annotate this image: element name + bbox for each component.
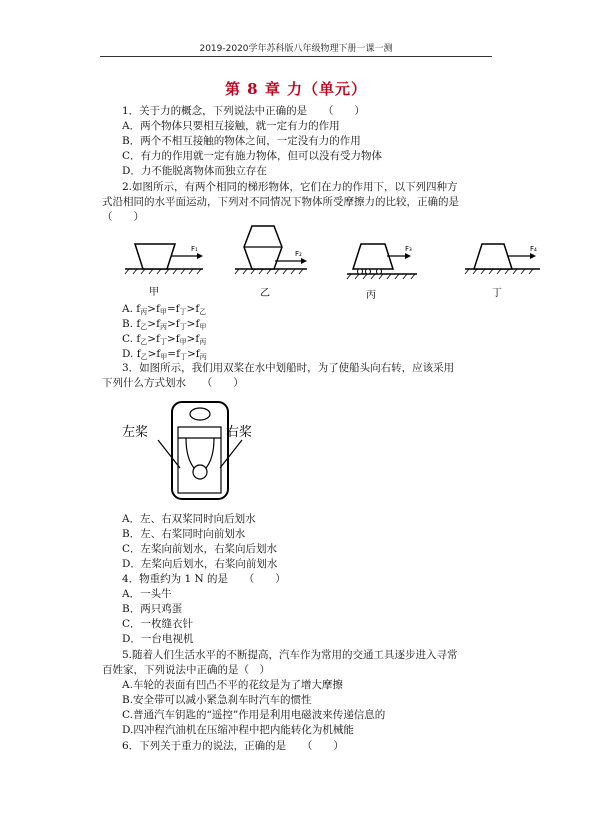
relation: >f xyxy=(147,303,160,315)
q1-option-a: A．两个物体只要相互接触，就一定有力的作用 xyxy=(122,120,340,132)
subscript: 丙 xyxy=(199,338,207,346)
figure-jia xyxy=(125,244,203,298)
figure-ding xyxy=(465,244,540,299)
subscript: 丙 xyxy=(159,323,167,331)
q3-stem-line2: 下列什么方式划水 （ ） xyxy=(102,377,244,389)
label-ding: 丁 xyxy=(492,288,502,299)
subscript: 乙 xyxy=(140,353,148,361)
q1-option-c: C．有力的作用就一定有施力物体，但可以没有受力物体 xyxy=(122,150,383,162)
figure-yi xyxy=(235,226,307,299)
subscript: 甲 xyxy=(179,338,187,346)
relation: >f xyxy=(147,348,161,360)
left-paddle-label: 左桨 xyxy=(122,425,149,440)
q3-option-d: D．左桨向后划水，右桨向前划水 xyxy=(122,558,278,570)
subscript: 乙 xyxy=(199,308,207,316)
q1-stem: 1．关于力的概念，下列说法中正确的是 （ ） xyxy=(122,105,365,117)
subscript: 丙 xyxy=(199,353,207,361)
q1-option-b: B．两个不相互接触的物体之间，一定没有力的作用 xyxy=(122,135,361,147)
subscript: 丁 xyxy=(159,338,167,346)
relation: >f xyxy=(186,333,200,345)
q4-stem: 4．物重约为 1 N 的是 （ ） xyxy=(122,573,286,585)
q3-option-c: C．左桨向前划水，右桨向后划水 xyxy=(122,543,278,555)
q5-option-b: B.安全带可以减小紧急刹车时汽车的惯性 xyxy=(122,694,312,706)
q2-stem-line3: （ ） xyxy=(102,211,144,223)
option-prefix: B. f xyxy=(122,318,141,330)
chapter-title: 第 8 章 力（单元） xyxy=(224,80,368,98)
relation: >f xyxy=(186,348,200,360)
subscript: 丁 xyxy=(179,353,187,361)
q4-option-b: B．两只鸡蛋 xyxy=(122,603,183,615)
q4-option-a: A．一头牛 xyxy=(122,588,172,600)
force-label-f4: F₄ xyxy=(530,245,537,253)
relation: >f xyxy=(166,318,180,330)
option-prefix: C. f xyxy=(122,333,141,345)
subscript: 丁 xyxy=(179,323,187,331)
q3-option-b: B．左、右桨同时向前划水 xyxy=(122,528,246,540)
right-paddle-label: 右桨 xyxy=(226,425,253,440)
header-rule xyxy=(100,56,492,57)
subscript: 甲 xyxy=(159,308,167,316)
q3-boat-figure xyxy=(120,396,280,504)
subscript: 丁 xyxy=(179,308,187,316)
relation: >f xyxy=(186,303,200,315)
q4-option-d: D．一台电视机 xyxy=(122,633,194,645)
relation: >f xyxy=(186,318,200,330)
relation: >f xyxy=(147,318,160,330)
subscript: 丙 xyxy=(140,308,148,316)
q5-option-c: C.普通汽车钥匙的“遥控”作用是利用电磁波来传递信息的 xyxy=(122,709,386,721)
q6-stem: 6．下列关于重力的说法，正确的是 （ ） xyxy=(122,740,344,752)
subscript: 甲 xyxy=(160,353,168,361)
q4-option-c: C．一枚缝衣针 xyxy=(122,618,194,630)
subscript: 甲 xyxy=(199,323,207,331)
option-prefix: D. f xyxy=(122,348,141,360)
force-label-f1: F₁ xyxy=(191,245,198,253)
q5-option-d: D.四冲程汽油机在压缩冲程中把内能转化为机械能 xyxy=(122,724,354,736)
relation: =f xyxy=(167,348,180,360)
label-yi: 乙 xyxy=(260,288,270,299)
force-label-f2: F₂ xyxy=(295,250,302,258)
page-header: 2019-2020学年苏科版八年级物理下册一课一测 xyxy=(199,44,393,54)
q3-option-a: A．左、右双桨同时向后划水 xyxy=(122,513,256,525)
force-label-f3: F₃ xyxy=(405,245,412,253)
q2-stem-line1: 2.如图所示，有两个相同的梯形物体，它们在力的作用下，以下列四种方 xyxy=(122,181,458,193)
relation: >f xyxy=(166,333,180,345)
label-jia: 甲 xyxy=(149,287,159,298)
option-prefix: A. f xyxy=(122,303,141,315)
q5-stem-line2: 百姓家，下列说法中正确的是（ ） xyxy=(102,664,270,676)
q5-stem-line1: 5.随着人们生活水平的不断提高，汽车作为常用的交通工具逐步进入寻常 xyxy=(122,649,458,661)
figure-bing xyxy=(347,244,417,300)
q2-stem-line2: 式沿相同的水平面运动，下列对不同情况下物体所受摩擦力的比较，正确的是 xyxy=(102,196,459,208)
q5-option-a: A.车轮的表面有凹凸不平的花纹是为了增大摩擦 xyxy=(122,679,343,691)
q1-option-d: D．力不能脱离物体而独立存在 xyxy=(122,165,267,177)
q3-stem-line1: 3．如图所示，我们用双桨在水中划船时，为了使船头向右转，应该采用 xyxy=(122,362,455,374)
label-bing: 丙 xyxy=(366,290,376,300)
relation: >f xyxy=(147,333,160,345)
q2-figure xyxy=(115,225,545,300)
relation: =f xyxy=(166,303,180,315)
subscript: 乙 xyxy=(140,323,148,331)
subscript: 乙 xyxy=(140,338,148,346)
